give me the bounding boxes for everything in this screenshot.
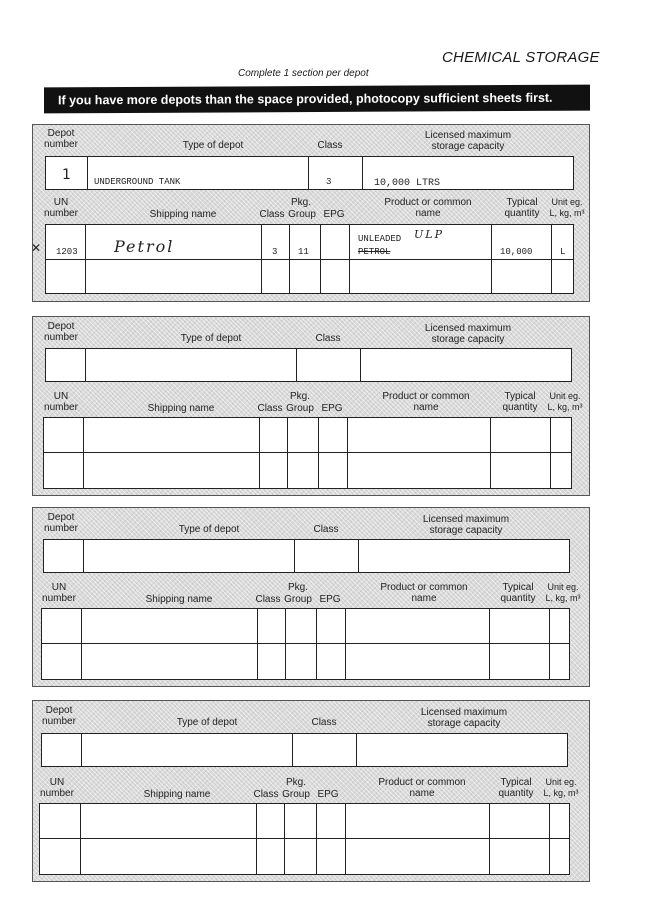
label-epg: EPG	[323, 209, 345, 220]
label-shipping-name: Shipping name	[147, 403, 215, 414]
label-unit: Unit eg. L, kg, m³	[543, 777, 579, 798]
depot-section-4	[32, 700, 590, 882]
label-typical-quantity: Typical quantity	[498, 777, 534, 799]
depot-info-box	[45, 156, 574, 190]
chemical-table[interactable]	[39, 803, 570, 875]
class-value[interactable]: 3	[272, 247, 278, 257]
label-unit: Unit eg. L, kg, m³	[549, 197, 585, 218]
unit-value[interactable]: L	[560, 247, 566, 257]
label-pkg-class: Class	[257, 403, 283, 414]
label-licensed-max: Licensed maximum storage capacity	[422, 514, 510, 536]
un-number-value[interactable]: 1203	[56, 247, 78, 257]
label-typical-quantity: Typical quantity	[502, 391, 538, 413]
depot-type-value[interactable]: UNDERGROUND TANK	[94, 177, 181, 187]
label-licensed-max: Licensed maximum storage capacity	[424, 130, 512, 152]
label-class: Class	[317, 140, 343, 151]
page-subtitle: Complete 1 section per depot	[238, 68, 369, 79]
shipping-name-value[interactable]: Petrol	[114, 237, 175, 256]
label-depot-number: Depot number	[44, 321, 78, 343]
label-product: Product or common name	[378, 777, 466, 799]
depot-section-2	[32, 316, 590, 496]
label-unit: Unit eg. L, kg, m³	[547, 391, 583, 412]
label-class: Class	[315, 333, 341, 344]
label-shipping-name: Shipping name	[149, 209, 217, 220]
instruction-banner: If you have more depots than the space provided, photocopy sufficient sheets first.	[44, 85, 590, 114]
label-pkg-class: Class	[259, 209, 285, 220]
label-typical-quantity: Typical quantity	[500, 582, 536, 604]
product-value-line2[interactable]: PETROL	[358, 247, 391, 257]
label-licensed-max: Licensed maximum storage capacity	[424, 323, 512, 345]
label-group: Group	[288, 209, 316, 220]
label-shipping-name: Shipping name	[145, 594, 213, 605]
label-product: Product or common name	[384, 197, 472, 219]
label-epg: EPG	[317, 789, 339, 800]
label-class: Class	[313, 524, 339, 535]
depot-capacity-value[interactable]: 10,000 LTRS	[374, 178, 441, 189]
label-un-number: UN number	[42, 582, 76, 604]
depot-info-box[interactable]	[41, 733, 568, 767]
label-pkg-class: Class	[253, 789, 279, 800]
chemical-table	[45, 224, 574, 294]
product-value-line1[interactable]: UNLEADED	[358, 234, 402, 244]
label-pkg: Pkg.	[289, 391, 310, 402]
depot-number-value[interactable]: 1	[62, 167, 71, 183]
label-pkg: Pkg.	[285, 777, 306, 788]
page-title: CHEMICAL STORAGE	[442, 49, 600, 66]
depot-info-box[interactable]	[43, 539, 570, 573]
label-type-of-depot: Type of depot	[178, 524, 240, 535]
label-group: Group	[284, 594, 312, 605]
label-type-of-depot: Type of depot	[182, 140, 244, 151]
label-pkg-class: Class	[255, 594, 281, 605]
label-class: Class	[311, 717, 337, 728]
label-group: Group	[286, 403, 314, 414]
label-unit: Unit eg. L, kg, m³	[545, 582, 581, 603]
depot-class-value[interactable]: 3	[326, 177, 332, 187]
label-product: Product or common name	[380, 582, 468, 604]
depot-section-3	[32, 507, 590, 687]
depot-info-box[interactable]	[45, 348, 572, 382]
product-handwritten-note: ULP	[414, 228, 444, 241]
pkg-group-value[interactable]: 11	[298, 247, 309, 257]
label-epg: EPG	[321, 403, 343, 414]
tick-mark: ✕	[31, 241, 42, 255]
quantity-value[interactable]: 10,000	[500, 247, 533, 257]
label-pkg: Pkg.	[290, 197, 311, 208]
label-licensed-max: Licensed maximum storage capacity	[420, 707, 508, 729]
label-un-number: UN number	[44, 391, 78, 413]
label-un-number: UN number	[40, 777, 74, 799]
label-type-of-depot: Type of depot	[176, 717, 238, 728]
label-depot-number: Depot number	[44, 128, 78, 150]
label-product: Product or common name	[382, 391, 470, 413]
label-epg: EPG	[319, 594, 341, 605]
chemical-table[interactable]	[41, 608, 570, 680]
label-depot-number: Depot number	[44, 512, 78, 534]
depot-section-1	[32, 124, 590, 302]
label-group: Group	[282, 789, 310, 800]
label-typical-quantity: Typical quantity	[504, 197, 540, 219]
chemical-table[interactable]	[43, 417, 572, 489]
label-depot-number: Depot number	[42, 705, 76, 727]
label-shipping-name: Shipping name	[143, 789, 211, 800]
label-un-number: UN number	[44, 197, 78, 219]
label-pkg: Pkg.	[287, 582, 308, 593]
label-type-of-depot: Type of depot	[180, 333, 242, 344]
